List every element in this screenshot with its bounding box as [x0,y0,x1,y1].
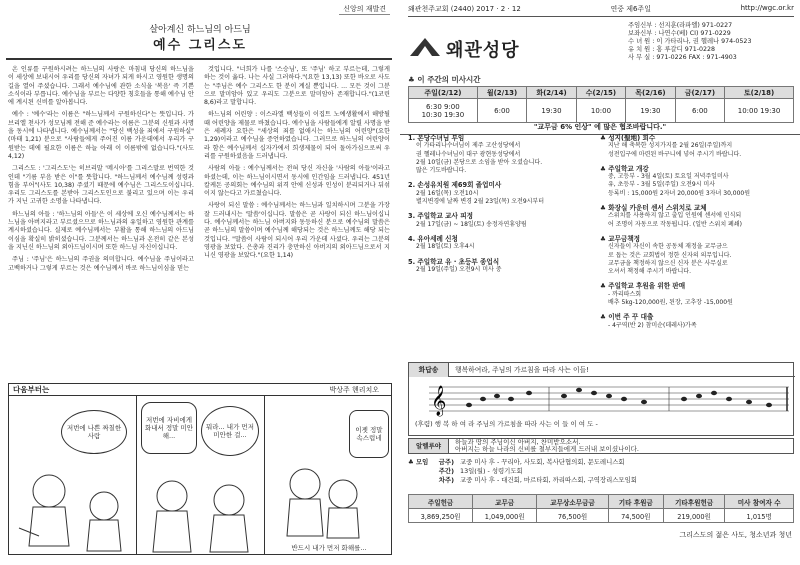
comic-author: 박상주 헨리치오 [329,386,379,394]
article-column-1 [8,66,194,277]
meeting-row [408,467,794,476]
meetings-section [408,458,794,485]
table-header-cell: 미사 참여자 수 [725,495,794,509]
table-header-cell: 교무상소무금금 [537,495,608,509]
news-title: ♣ 주일학교 후원을 위한 판매 [600,282,686,291]
speech-bubble: 저번에 자비에게 화내서 정말 미안해... [141,402,197,454]
bulletin-header [408,4,794,17]
table-cell: 1,049,000원 [473,509,537,523]
table-header-cell: 화(2/14) [527,87,576,99]
staff-line: 보좌신부 : 나연수(베) CI) 971-0229 [628,29,731,37]
meeting-text: 교중 미사 후 - 꾸리아, 사도회, 복사단협의회, 문도레니스회 [460,458,625,466]
meeting-row [408,476,794,485]
table-cell: 74,500원 [608,509,663,523]
staff-line: 주임신부 : 선지훈(라파엘) 971-0227 [628,22,733,29]
news-body: 신자들이 자신이 속한 공동체 재정을 교무금으 로 돕는 것은 교회법이 정한 신자의 의무입니다. 교무금을 책정하지 않으신 신자 분은 사무실로 오셔서 책정해 주시기 바랍니다. [608,243,732,276]
news-item [600,313,796,330]
news-body: 2월 17일(금) ~ 18일(토) 송정자연휴양림 [416,220,527,228]
article-paragraph: 하느님의 아들 : '하느님의 아들'은 이 세상에 오신 예수님께서는 하느님을 아버지라고 부르셨으므로 하느님과의 유일하고 영원한 관계를 계시하셨습니다. 실제로 예수님께서는 부활을 통해 하느님의 아드님이심을 확실히 밝히셨습니다. 그분께서는 하느님과 온전히 같은 본성을 지닌신 하느님의 외아드님이시며 또한 하느님 자신이십니다. [8,210,194,251]
table-cell: 3,869,250원 [409,509,473,523]
speech-bubble: 저번에 나쁜 짜칠한 사람 [61,410,127,454]
news-title: ♣ 주일학교 개강 [600,164,649,173]
news-body: 2월 18일(토) 오후4시 [416,243,475,251]
table-row [409,509,794,523]
article-paragraph: 것입니다. "너희가 나를 '스승님', 또 '주님' 하고 부르는데, 그렇게 하는 것이 옳다. 나는 사실 그러하다."(요한 13,13) 또한 바오로 사도는 "주님은 예수 그리스도 한 분이 계실 뿐입니다. ... 모든 것이 그분으로 말미암아 있고 우리도 그분으로 말미암아 존재합니다."(1코린 8,6)라고 말합니다. [204,66,390,107]
table-header-cell: 금(2/17) [675,87,724,99]
table-cell: 76,500원 [537,509,608,523]
alleluia-line: 하늘과 땅의 주님이신 아버지, 찬미받으소서. [455,438,581,446]
news-item [600,165,796,198]
table-header-row [409,87,794,99]
article-paragraph: 온 인류를 구원하시려는 하느님의 사랑은 마침내 당신의 하느님을 이 세상에 보내시어 우리를 당신의 자녀가 되게 하시고 영원한 생명의 길을 열어 주셨습니다. 그래서 예수님에 관한 소식을 '복음' 즉 기쁜 소식이라 부릅니다. 예수님을 부르는 다양한 칭호들을 통해 예수님 안에 계시된 신비를 알아봅니다. [8,66,194,107]
news-title: 4. 유아세례 신청 [408,234,458,243]
news-title: 3. 주일학교 교사 피정 [408,212,473,221]
comic-caption: 반드시 내가 먼저 화해를... [291,544,367,552]
table-header-cell: 주일헌금 [409,495,473,509]
table-header-cell: 주일(2/12) [409,87,478,99]
news-title: 2. 손성유치원 제69회 졸업미사 [408,181,502,190]
article-subtitle: 살아계신 하느님의 아드님 [149,25,251,35]
article-paragraph: 사랑이 되신 말씀 : 예수님께서는 하느님과 일치하시며 그분을 가장 잘 드러내시는 '말씀'이십니다. 말씀은 곧 사랑이 되신 하느님이십니다. 예수님께서는 하느님 아버지와 동등하신 분으로 예수님의 말씀은 곧 하느님의 말씀이며 예수님께 해당되는 것은 하느님께도 해당 되는 것입니다. "말씀이 사람이 되시어 우리 가운데 사셨다. 우리는 그분의 영광을 보았다. 은총과 진리가 충만하신 아버지의 외아드님으로서 지니신 영광을 보았다."(요한 1,14) [204,202,390,260]
news-column-left [408,134,596,280]
church-logo-icon [408,34,442,58]
news-title: ♣ 성지(聖地) 회수 [600,134,656,142]
news-item [408,258,596,275]
mass-schedule-label: ♣ 이 주간의 미사시간 [408,75,481,84]
table-cell: 219,000원 [663,509,724,523]
news-item [408,134,596,175]
table-header-cell: 교무금 [473,495,537,509]
speech-bubble: 뭐라... 내가 먼저 미안한 걸... [201,406,259,456]
staff-directory [628,22,751,62]
article-paragraph: 사람의 아들 : 예수님께서는 전혀 당신 자신을 '사람의 아들'이라고 하셨는데, 이는 하느님이시면서 동시에 인간임을 드러냅니다. 451년 칼케돈 공의회는 예수님의 위격 안에 신성과 인성이 분리되거나 뒤섞이지 않는다고 가르쳤습니다. [204,165,390,198]
news-title: ♣ 교무금책정 [600,234,641,243]
alleluia-label: 알렐루야 [409,439,449,453]
news-body: 2월 16일(목) 오전10시 별지변경에 날짜 변경 2월 23일(목) 오전9시부터 [416,189,545,206]
meetings-title: ♣ 모임 [408,458,429,466]
table-header-cell: 토(2/18) [725,87,794,99]
table-cell: 10:00 19:30 [725,99,794,123]
psalm-lyrics: (후렴) 행 복 하 여 라 주님의 가르침을 따라 사는 이 들 이 여 도 - [415,420,598,428]
article-paragraph: 하느님의 어린양 : 이스라엘 백성들이 이집트 노예생활에서 해방될 때 어린양을 제물로 바쳤습니다. 예수님을 사람들에게 알릴 사명을 받은 세례자 요한은 "세상의 죄를 없애시는 하느님의 어린양"(요한 1,29)이라고 예수님을 증언하였습니다. 그러므로 하느님의 어린양이라 함은 예수님께서 십자가에서 희생제물이 되어 돌아가심으로써 우리를 구원하셨음을 드러냅니다. [204,111,390,160]
offering-table [408,494,794,523]
table-cell: 19:30 [527,99,576,123]
table-cell: 6:00 [675,99,724,123]
alleluia-verse [408,438,794,454]
article-paragraph: 그리스도 : '그리스도'는 히브리말 '메시아'를 그리스말로 번역한 것인데 "기름 부음 받은 이"를 뜻합니다. "하느님께서 예수님께 성령과 힘을 부어"(사도 10,38) 주셨기 때문에 예수님은 그리스도이십니다. 우리도 그리스도를 본받아 그리스도인으로 불리고 있으며 이는 우리가 지닌 고귀한 소명을 나타냅니다. [8,165,194,206]
meeting-period: 차주) [438,476,454,484]
meeting-row [408,458,794,467]
responsorial-psalm [408,362,794,436]
news-body: 중, 고등부 - 3월 4일(토) 토요일 저녁주일미사 유, 초등부 - 3월 5일(주일) 오전9시 미사 등록비 : 15,000원 2자녀 20,000원 3자녀 30,000원 [608,173,751,197]
news-title: ♣ 화장실 카운터 센서 스위치로 교체 [600,204,707,213]
meeting-period: 금주) [438,458,454,466]
news-title: 5. 주일학교 유 · 초등부 종업식 [408,257,500,266]
news-body: - 4구역(반 2) 참미순(데레사)가족 [608,321,697,329]
section-label: 신앙의 재발견 [339,4,390,15]
news-body: 2월 19일(주일) 오전9시 미사 중 [416,265,502,273]
church-name: 왜관성당 [446,40,520,61]
svg-text:𝄞: 𝄞 [431,386,447,416]
comic-panel-1 [9,396,137,554]
news-item [600,235,796,276]
alleluia-line: 아버지는 하늘 나라의 신비를 철부지들에게 드러내 보이셨나이다. [455,445,639,453]
news-body: 지난 해 축복한 성지가지를 2월 26일(주일)까지 성전입구에 마련된 바구니에 넣어 주시기 바랍니다. [608,142,742,158]
music-staff [429,379,789,419]
news-item [600,204,796,229]
alleluia-text [455,439,639,453]
table-header-cell: 수(2/15) [576,87,625,99]
staff-line: 수 녀 원 : 이 가타리나, 권 헬레나 974-0523 [628,37,752,45]
staff-line: 유 치 원 : 홍 루갈디 971-0228 [628,45,716,53]
table-cell: 6:30 9:00 10:30 19:30 [409,99,478,123]
table-row [409,99,794,123]
table-cell: 1,015명 [725,509,794,523]
bulletin-url[interactable]: http://wgc.or.kr [740,4,794,12]
speech-bubble: 이젯 정말 속스럽네 [349,410,389,458]
comic-panel-2 [137,396,265,554]
news-item [408,212,596,229]
right-page [400,0,800,565]
table-cell: 10:00 [576,99,625,123]
mass-schedule-table [408,86,794,123]
news-item [600,282,796,307]
comic-series-title: 다움부터는 [13,385,50,394]
psalm-header [409,363,795,377]
table-header-cell: 기타후원헌금 [663,495,724,509]
news-item [408,181,596,206]
news-column-right [600,134,796,336]
bulletin-issue: 왜관천주교회 (2440) 2017 · 2 · 12 [408,5,521,13]
staff-line: 사 무 실 : 971-0226 FAX : 971-4903 [628,53,737,61]
table-cell: 19:30 [626,99,675,123]
news-body: 이 가타리나수녀님이 제주 고산성당에서 권 헬레나수녀님이 대구 광현동성당에서 2월 10일(금) 본당으로 소임을 받아 오셨습니다. 많은 기도바랍니다. [416,142,543,175]
table-header-row [409,495,794,509]
table-cell: 6:00 [477,99,526,123]
news-body: 스위치를 사용하지 않고 출입 인원에 센서에 인식되 어 조명이 자동으로 작동됩니다. (일반 스위치 폐쇄) [608,212,742,228]
meeting-text: 13일(월) - 성령기도회 [460,467,523,475]
news-body: - 까리따스회 배추 5kg-120,000원, 된장, 고추장 -15,000원 [608,290,733,307]
comic-panel-3 [265,396,393,554]
notice-banner: "교무금 6% 인상" 에 많은 협조바랍니다." [400,122,800,135]
title-divider [6,58,392,60]
news-item [600,134,796,159]
comic-strip [8,383,392,555]
psalm-refrain: 행복하여라, 주님의 가르침을 따라 사는 이들! [455,366,589,374]
article-paragraph: 주님 : '주님'은 하느님의 주권을 의미합니다. 예수님을 주님이라고 고백하거나 그렇게 부르는 것은 예수님께서 바로 하느님이심을 믿는 [8,256,194,272]
footer-slogan: 그리스도의 젊은 사도, 청소년과 청년 [679,531,792,539]
comic-header [9,384,391,396]
table-header-cell: 월(2/13) [477,87,526,99]
news-title: ♣ 이번 주 꾸 대출 [600,313,654,322]
table-header-cell: 기타 후원금 [608,495,663,509]
meeting-period: 주간) [438,467,454,475]
article-title: 예수 그리스도 [153,38,247,53]
article-column-2 [204,66,390,265]
bulletin-sunday: 연중 제6주일 [610,5,651,13]
news-item [408,235,596,252]
meeting-text: 교중 미사 후 - 대건회, 마르타회, 까리따스회, 구역장리스모임회 [460,476,637,484]
article-paragraph: 예수 : '예수'라는 이름은 "하느님께서 구원하신다"는 뜻입니다. 가브리엘 천사가 성모님께 전해 준 예수라는 이름은 그분의 신원과 사명을 동시에 나타냅니다. 예수님께서는 "당신 백성을 죄에서 구원하실"(마태 1,21) 분으로 "사람들에게 주어진 이름 가운데에서 우리가 구원받는 데에 필요한 이름은 하늘 아래 이 이름밖에 없습니다."(사도 4,12) [8,111,194,160]
psalm-label: 화답송 [409,363,449,377]
news-title: 1. 본당수녀님 부임 [408,134,465,142]
table-header-cell: 목(2/16) [626,87,675,99]
